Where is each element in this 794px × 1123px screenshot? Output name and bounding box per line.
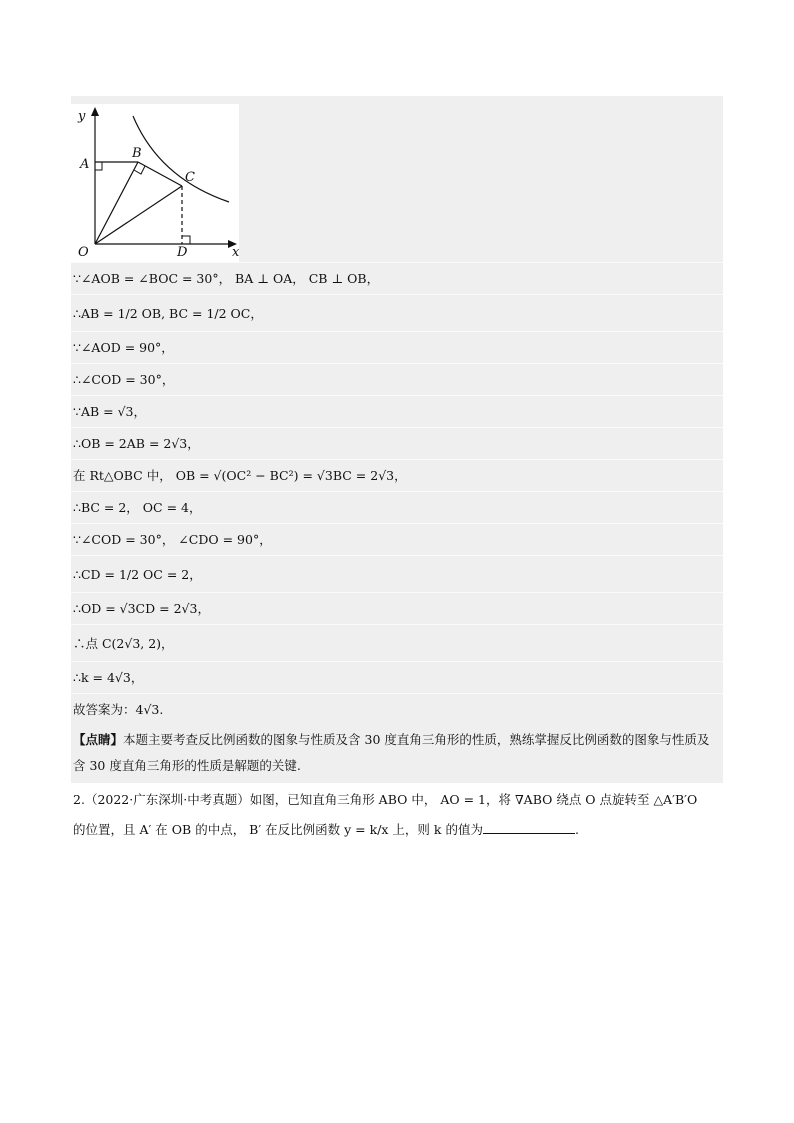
solution-line: ∵AB = √3， xyxy=(71,395,723,427)
question-line-1 xyxy=(73,785,721,815)
point-d-label: D xyxy=(177,245,188,260)
solution-line: ∴点 C(2√3, 2)， xyxy=(71,624,723,661)
solution-line: ∵∠AOD = 90°， xyxy=(71,331,723,363)
solution-line: ∴BC = 2， OC = 4， xyxy=(71,491,723,523)
question-line-2 xyxy=(73,815,721,845)
key-point-text: 本题主要考查反比例函数的图象与性质及含 30 度直角三角形的性质，熟练掌握反比例函数的图象与性质及含 30 度直角三角形的性质是解题的关键. xyxy=(73,732,710,773)
solution-line: ∴AB = 1/2 OB, BC = 1/2 OC， xyxy=(71,294,723,331)
question-2 xyxy=(71,783,723,847)
question-source: （2022·广东深圳·中考真题） xyxy=(84,792,250,807)
coordinate-figure xyxy=(71,104,239,262)
solution-line: ∵∠AOB = ∠BOC = 30°， BA ⊥ OA， CB ⊥ OB， xyxy=(71,262,723,294)
question-text-2: 的位置，且 A′ 在 OB 的中点， B′ 在反比例函数 y = k/x 上，则 k 的值为 xyxy=(73,822,483,837)
solution-line: ∵∠COD = 30°， ∠CDO = 90°， xyxy=(71,523,723,555)
figure-graph xyxy=(71,104,239,262)
question-number: 2. xyxy=(73,792,85,807)
solution-line: ∴OB = 2AB = 2√3， xyxy=(71,427,723,459)
solution-line: ∴OD = √3CD = 2√3， xyxy=(71,592,723,624)
page-content xyxy=(71,96,723,847)
key-point-note xyxy=(71,725,723,783)
solution-line: 在 Rt△OBC 中， OB = √(OC² − BC²) = √3BC = 2√3， xyxy=(71,459,723,491)
point-o-label: O xyxy=(78,245,89,260)
solution-line: ∴k = 4√3， xyxy=(71,661,723,693)
solution-line: ∴CD = 1/2 OC = 2， xyxy=(71,555,723,592)
point-c-label: C xyxy=(185,170,195,185)
key-point-tag: 【点睛】 xyxy=(73,732,124,747)
point-a-label: A xyxy=(80,157,90,172)
question-end: . xyxy=(574,822,579,837)
solution-block xyxy=(71,96,723,783)
point-b-label: B xyxy=(132,146,142,161)
answer-blank[interactable] xyxy=(483,819,575,834)
solution-line: 故答案为：4√3. xyxy=(71,693,723,725)
x-axis-label: x xyxy=(232,245,239,260)
question-text-1: 如图，已知直角三角形 ABO 中， AO = 1，将 ∇ABO 绕点 O 点旋转至 △A′B′O xyxy=(249,792,698,807)
solution-line: ∴∠COD = 30°， xyxy=(71,363,723,395)
y-axis-label: y xyxy=(78,109,86,124)
